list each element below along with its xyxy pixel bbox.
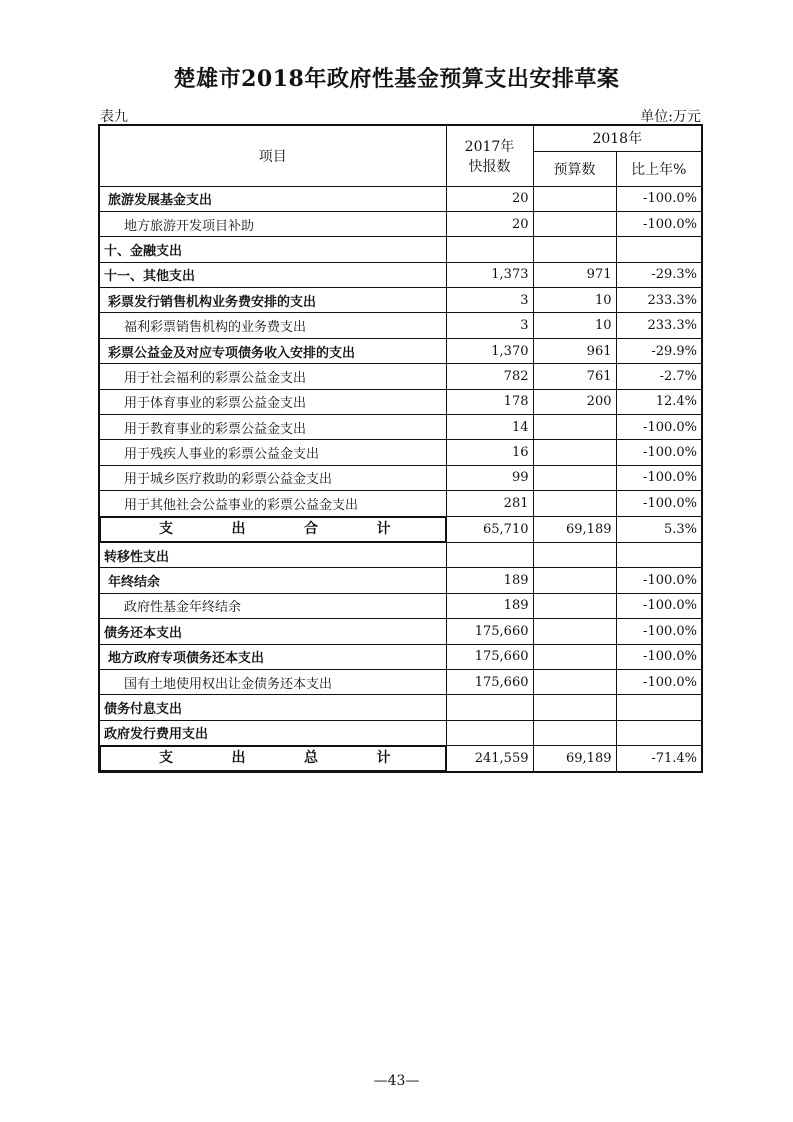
value-2017: 189 bbox=[446, 568, 533, 593]
row-label: 年终结余 bbox=[99, 568, 446, 593]
value-change-pct: -100.0% bbox=[616, 669, 702, 694]
table-row bbox=[99, 593, 702, 618]
value-2018-budget bbox=[533, 720, 616, 745]
header-2018-group: 2018年 bbox=[533, 125, 702, 151]
header-2017-kind: 快报数 bbox=[468, 158, 511, 175]
row-label: 十、金融支出 bbox=[99, 237, 446, 262]
value-change-pct: -100.0% bbox=[616, 211, 702, 236]
table-row bbox=[99, 746, 702, 773]
value-2017: 3 bbox=[446, 288, 533, 313]
value-2018-budget: 761 bbox=[533, 364, 616, 389]
value-change-pct: -100.0% bbox=[616, 593, 702, 618]
value-2018-budget: 69,189 bbox=[533, 516, 616, 542]
table-header-row bbox=[99, 125, 702, 151]
value-2017: 178 bbox=[446, 389, 533, 414]
value-change-pct: 233.3% bbox=[616, 288, 702, 313]
value-2017 bbox=[446, 237, 533, 262]
table-row bbox=[99, 211, 702, 236]
value-change-pct: -100.0% bbox=[616, 415, 702, 440]
row-label bbox=[100, 517, 446, 542]
table-row bbox=[99, 568, 702, 593]
row-label: 转移性支出 bbox=[99, 542, 446, 567]
table-row bbox=[99, 186, 702, 211]
row-label: 地方旅游开发项目补助 bbox=[99, 211, 446, 236]
value-2017 bbox=[446, 542, 533, 567]
value-2018-budget bbox=[533, 619, 616, 644]
row-label: 彩票发行销售机构业务费安排的支出 bbox=[99, 288, 446, 313]
value-2017: 1,370 bbox=[446, 338, 533, 363]
value-2017: 16 bbox=[446, 440, 533, 465]
row-label-char: 出 bbox=[231, 520, 246, 537]
table-row bbox=[99, 288, 702, 313]
header-budget: 预算数 bbox=[533, 151, 616, 186]
value-2017: 1,373 bbox=[446, 262, 533, 287]
value-2018-budget: 971 bbox=[533, 262, 616, 287]
row-label: 用于城乡医疗救助的彩票公益金支出 bbox=[99, 465, 446, 490]
row-label-char: 支 bbox=[159, 520, 173, 537]
value-change-pct: -29.3% bbox=[616, 262, 702, 287]
row-label: 彩票公益金及对应专项债务收入安排的支出 bbox=[99, 338, 446, 363]
value-change-pct: -100.0% bbox=[616, 465, 702, 490]
page-number: —43— bbox=[373, 1073, 420, 1089]
value-2018-budget bbox=[533, 568, 616, 593]
value-2018-budget: 69,189 bbox=[533, 746, 616, 773]
value-2017: 65,710 bbox=[446, 516, 533, 542]
row-label: 国有土地使用权出让金债务还本支出 bbox=[99, 669, 446, 694]
value-2018-budget: 10 bbox=[533, 313, 616, 338]
value-2017: 175,660 bbox=[446, 619, 533, 644]
value-2018-budget: 200 bbox=[533, 389, 616, 414]
header-item: 项目 bbox=[99, 125, 446, 186]
value-2017: 241,559 bbox=[446, 746, 533, 773]
row-label: 债务付息支出 bbox=[99, 695, 446, 720]
row-label-char: 合 bbox=[304, 520, 318, 537]
value-change-pct: -100.0% bbox=[616, 440, 702, 465]
row-label: 用于残疾人事业的彩票公益金支出 bbox=[99, 440, 446, 465]
table-row bbox=[99, 364, 702, 389]
value-change-pct bbox=[616, 720, 702, 745]
unit-label: 单位:万元 bbox=[640, 109, 701, 125]
value-2018-budget bbox=[533, 491, 616, 516]
table-row bbox=[99, 313, 702, 338]
value-2018-budget bbox=[533, 593, 616, 618]
row-label bbox=[100, 746, 446, 771]
row-label-char: 出 bbox=[231, 750, 246, 767]
row-label: 地方政府专项债务还本支出 bbox=[99, 644, 446, 669]
row-label: 政府发行费用支出 bbox=[99, 720, 446, 745]
value-2018-budget bbox=[533, 542, 616, 567]
row-label: 用于教育事业的彩票公益金支出 bbox=[99, 415, 446, 440]
value-2017: 189 bbox=[446, 593, 533, 618]
value-2018-budget bbox=[533, 465, 616, 490]
row-label: 福利彩票销售机构的业务费支出 bbox=[99, 313, 446, 338]
value-change-pct bbox=[616, 695, 702, 720]
table-row bbox=[99, 440, 702, 465]
row-label-char: 计 bbox=[376, 520, 391, 537]
value-2017: 20 bbox=[446, 211, 533, 236]
header-2017 bbox=[446, 125, 533, 186]
document-title: 楚雄市2018年政府性基金预算支出安排草案 bbox=[173, 66, 620, 92]
value-2018-budget bbox=[533, 440, 616, 465]
value-change-pct: -100.0% bbox=[616, 619, 702, 644]
value-2018-budget bbox=[533, 415, 616, 440]
value-change-pct: -100.0% bbox=[616, 186, 702, 211]
value-change-pct: -2.7% bbox=[616, 364, 702, 389]
table-row bbox=[99, 695, 702, 720]
value-change-pct: -71.4% bbox=[616, 746, 702, 773]
value-2017: 14 bbox=[446, 415, 533, 440]
row-label: 政府性基金年终结余 bbox=[99, 593, 446, 618]
value-2017: 20 bbox=[446, 186, 533, 211]
value-2018-budget bbox=[533, 695, 616, 720]
value-change-pct: -100.0% bbox=[616, 491, 702, 516]
row-label: 十一、其他支出 bbox=[99, 262, 446, 287]
row-label-char: 总 bbox=[304, 750, 318, 767]
value-change-pct: -100.0% bbox=[616, 568, 702, 593]
table-row bbox=[99, 389, 702, 414]
table-row bbox=[99, 516, 702, 542]
header-change: 比上年% bbox=[616, 151, 702, 186]
table-row bbox=[99, 619, 702, 644]
table-label: 表九 bbox=[100, 109, 128, 125]
row-label: 用于体育事业的彩票公益金支出 bbox=[99, 389, 446, 414]
table-row bbox=[99, 262, 702, 287]
value-2018-budget: 961 bbox=[533, 338, 616, 363]
row-label: 用于其他社会公益事业的彩票公益金支出 bbox=[99, 491, 446, 516]
value-2017: 99 bbox=[446, 465, 533, 490]
table-row bbox=[99, 338, 702, 363]
table-row bbox=[99, 644, 702, 669]
table-row bbox=[99, 465, 702, 490]
table-row bbox=[99, 542, 702, 567]
value-2018-budget bbox=[533, 211, 616, 236]
value-change-pct: -100.0% bbox=[616, 644, 702, 669]
value-change-pct bbox=[616, 542, 702, 567]
row-label: 债务还本支出 bbox=[99, 619, 446, 644]
value-2017: 281 bbox=[446, 491, 533, 516]
value-2018-budget bbox=[533, 237, 616, 262]
value-change-pct: 5.3% bbox=[616, 516, 702, 542]
table-row bbox=[99, 491, 702, 516]
value-2017: 782 bbox=[446, 364, 533, 389]
table-row bbox=[99, 237, 702, 262]
budget-table bbox=[98, 124, 703, 773]
table-row bbox=[99, 720, 702, 745]
value-2018-budget bbox=[533, 669, 616, 694]
value-2018-budget bbox=[533, 644, 616, 669]
value-2018-budget: 10 bbox=[533, 288, 616, 313]
value-2017 bbox=[446, 720, 533, 745]
row-label: 用于社会福利的彩票公益金支出 bbox=[99, 364, 446, 389]
value-change-pct: 12.4% bbox=[616, 389, 702, 414]
value-2017: 175,660 bbox=[446, 644, 533, 669]
value-2018-budget bbox=[533, 186, 616, 211]
row-label-char: 计 bbox=[376, 750, 391, 767]
row-label-char: 支 bbox=[159, 750, 173, 767]
header-2017-year: 2017年 bbox=[464, 138, 515, 155]
value-2017: 3 bbox=[446, 313, 533, 338]
value-change-pct: 233.3% bbox=[616, 313, 702, 338]
value-2017: 175,660 bbox=[446, 669, 533, 694]
row-label: 旅游发展基金支出 bbox=[99, 186, 446, 211]
value-change-pct bbox=[616, 237, 702, 262]
table-row bbox=[99, 669, 702, 694]
value-2017 bbox=[446, 695, 533, 720]
value-change-pct: -29.9% bbox=[616, 338, 702, 363]
table-row bbox=[99, 415, 702, 440]
